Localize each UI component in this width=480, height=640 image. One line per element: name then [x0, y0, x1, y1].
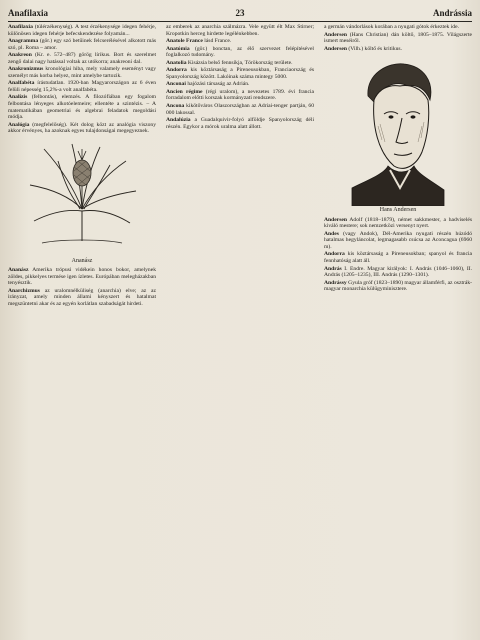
- entry-text: az uralomnélküliség (anarchia) elve; az az irányzat, amely minden állami kényszert és hatalmat megszüntetni akar és az egyén korlátlan szabadságát hirdeti.: [8, 287, 156, 308]
- entry-headword: Anatolia: [166, 59, 187, 66]
- dictionary-entry: [8, 80, 156, 93]
- entry-headword: Andersen: [324, 216, 347, 223]
- dictionary-entry: [8, 24, 156, 37]
- entry-text: (Kr. e. 572–487) görög lírikus. Bort és szerelmet zengő dalai nagy hatással voltak az utókorra; anakreoni dal.: [8, 52, 156, 65]
- dictionary-entry: [8, 52, 156, 65]
- entry-headword: Andersen: [324, 31, 347, 38]
- entry-headword: Anatole France: [166, 38, 203, 45]
- entry-headword: Andes: [324, 230, 339, 237]
- ananas-illustration: [8, 139, 156, 265]
- entry-text: kikötőváros Olaszországban az Adriai-tenger partján, 60 000 lakossal.: [166, 103, 314, 116]
- entry-headword: Ananász: [8, 267, 29, 274]
- entry-text: kronológiai hiba, mely valamely eseményt vagy személyt más korba helyez, mint amelybe tartozik.: [8, 66, 156, 79]
- entry-headword: Andersen: [324, 45, 347, 52]
- entry-text: (túlérzékenység). A test érzékenysége idegen fehérje, különösen idegen fehérje befecskendezése folyamán...: [8, 24, 156, 37]
- entry-text: (Vilh.) költő és kritikus.: [348, 45, 402, 52]
- entry-headword: Anagramma: [8, 38, 39, 45]
- entry-headword: Andorra: [324, 251, 345, 258]
- dictionary-entry: [8, 288, 156, 308]
- entry-headword: Anconai: [166, 81, 186, 88]
- entry-text: lásd France.: [204, 38, 232, 45]
- dictionary-entry: [166, 89, 314, 102]
- entry-text: hajózási társaság az Adrián.: [187, 81, 250, 88]
- entry-headword: Analízis: [8, 94, 28, 101]
- dictionary-entry: [324, 231, 472, 251]
- dictionary-entry: [8, 38, 156, 51]
- header-right-guideword: Andrássia: [432, 8, 472, 18]
- column-1: [8, 24, 156, 634]
- entry-text: írástudatlan. 1920-ban Magyarországon az 6 éven felüli népesség 15,2%-a volt analfabéta.: [8, 80, 156, 93]
- entry-text: Kisázsia belső fennsíkja, Törökország területe.: [187, 59, 293, 66]
- entry-text: (felbontás), elemzés. A filozófiában egy fogalom felbontása lényeges alkotóelemeire; ellentéte a szintézis. – A matematikában geometriai és algebrai feladatok megoldási módja.: [8, 94, 156, 121]
- figure-caption-ananas: Ananász: [71, 257, 93, 264]
- entry-text: Gyula gróf (1823–1890) magyar államférfi, az osztrák-magyar monarchia külügyminisztere.: [324, 279, 472, 293]
- running-header: [8, 5, 472, 22]
- dictionary-entry: [324, 24, 472, 31]
- dictionary-entry: [8, 122, 156, 135]
- entry-headword: Analfabéta: [8, 80, 35, 87]
- entry-headword: Ancien régime: [166, 88, 203, 95]
- dictionary-entry: [166, 117, 314, 130]
- entry-text: (gör.) bonctan, az élő szervezet felépítésével foglalkozó tudomány.: [166, 45, 314, 59]
- entry-text: a Guadalquivir-folyó alföldje Spanyolország déli részén. Egykor a mórok uralma alatt állott.: [166, 117, 314, 130]
- dictionary-entry: [166, 67, 314, 80]
- dictionary-entry: [324, 280, 472, 293]
- entry-headword: Andalúzia: [166, 117, 191, 124]
- dictionary-entry: [166, 24, 314, 37]
- page-number: 23: [235, 8, 245, 18]
- entry-text: az emberek az anarchia szálmázra. Vele együtt élt Max Stirner; Kropotkin herceg hirdette legélénkebben.: [166, 24, 314, 37]
- pineapple-plant-drawing: [22, 139, 142, 257]
- dictionary-entry: [324, 251, 472, 264]
- dictionary-entry: [166, 46, 314, 59]
- entry-text: a germán vándorlások korában a nyugati gótok érkeztek ide.: [324, 24, 459, 30]
- entry-headword: Anakreon: [8, 52, 32, 59]
- dictionary-entry: [324, 32, 472, 45]
- entry-text: (vagy Andok), Dél-Amerika nyugati részén húzódó hatalmas hegyláncolat, legmagasabb csúcsa az Aconcagua (6960 m).: [324, 230, 472, 250]
- entry-headword: Andrássy: [324, 279, 347, 286]
- dictionary-entry: [166, 38, 314, 45]
- entry-text: (régi uralom), a nevezetes 1789. évi francia forradalom előtti korszak kormányzati rendszere.: [166, 88, 314, 102]
- dictionary-entry: [324, 46, 472, 53]
- column-2: [166, 24, 314, 634]
- dictionary-entry: [166, 81, 314, 88]
- dictionary-entry: [8, 94, 156, 120]
- dictionary-entry: [166, 103, 314, 116]
- andersen-portrait: [324, 56, 472, 214]
- dictionary-entry: [324, 266, 472, 279]
- entry-headword: Anafilaxia: [8, 24, 33, 30]
- hans-andersen-portrait-drawing: [338, 56, 458, 206]
- entry-text: (megfelelőség). Két dolog közt az analógia viszony akkor érvényes, ha azoknak egyes tulajdonságai megegyeznek.: [8, 121, 156, 135]
- entry-text: kis köztársaság a Pireneusokban, Franciaország és Spanyolország között. Lakóinak száma mintegy 5000.: [166, 67, 314, 80]
- dictionary-entry: [8, 267, 156, 287]
- entry-headword: Andorra: [166, 67, 187, 74]
- entry-headword: András: [324, 265, 342, 272]
- entry-headword: Analógia: [8, 121, 30, 128]
- entry-text: (Hans Christian) dán költő, 1805–1875. Világszerte ismert meséiről.: [324, 31, 472, 45]
- entry-text: Amerika trópusi vidékein honos bokor, amelynek zöldes, pikkelyes termése igen ízletes. Európában melegházakban tenyésztik.: [8, 267, 156, 287]
- entry-text: kis köztársaság a Pireneusokban; spanyol és francia fennhatóság alatt áll.: [324, 251, 472, 265]
- entry-headword: Anatómia: [166, 45, 190, 52]
- entry-headword: Anakronizmus: [8, 66, 44, 73]
- entry-text: (gör.) egy szó betűinek felcserélésével alkotott más szó, pl. Roma – amor.: [8, 38, 156, 51]
- entry-text: I. Endre. Magyar királyok: I. András (1046–1060), II. András (1205–1235), III. András (1290–1301).: [324, 265, 472, 279]
- dictionary-entry: [8, 66, 156, 79]
- dictionary-entry: [324, 217, 472, 230]
- figure-caption-andersen: Hans Andersen: [379, 207, 417, 214]
- dictionary-entry: [166, 60, 314, 67]
- column-3: [324, 24, 472, 634]
- entry-headword: Anarchizmus: [8, 287, 40, 294]
- header-left-guideword: Anafilaxia: [8, 8, 49, 18]
- entry-headword: Ancona: [166, 103, 185, 110]
- entry-text: Adolf (1818–1879), német sakkmester, a hadviselés kiváló mestere; sok nemzetközi versenyt nyert.: [324, 216, 472, 230]
